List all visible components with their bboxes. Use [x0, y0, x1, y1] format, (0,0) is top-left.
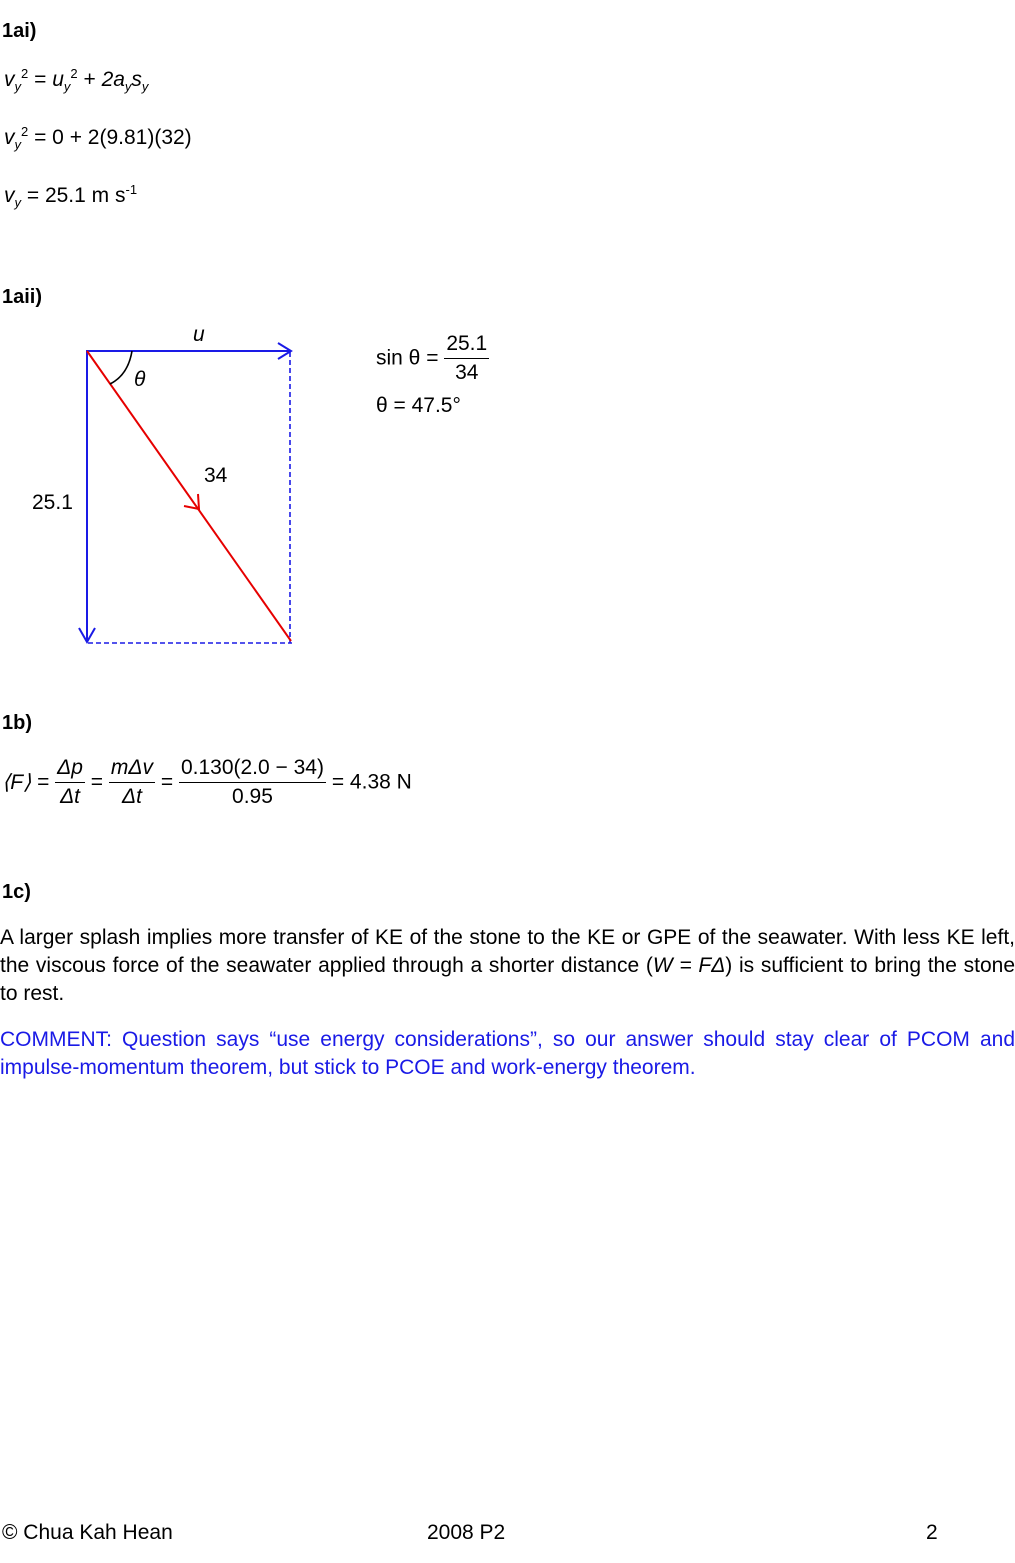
label-theta: θ	[134, 368, 146, 391]
answer-paragraph: A larger splash implies more transfer of KE of the stone to the KE or GPE of the seawater. With less KE left, the viscous force of the seawater applied through a shorter distance (W = FΔ) is sufficient to bring the stone to rest.	[0, 926, 1015, 1005]
angle-arc	[110, 351, 132, 384]
heading-1ai: 1ai)	[2, 20, 37, 42]
comment-paragraph: COMMENT: Question says “use energy considerations”, so our answer should stay clear of PCOM and impulse-momentum theorem, but stick to PCOE and work-energy theorem.	[0, 1028, 1015, 1079]
vector-diagram	[0, 310, 340, 660]
label-resultant: 34	[204, 464, 228, 487]
equation-theta-result: θ = 47.5°	[376, 394, 461, 417]
footer-paper: 2008 P2	[427, 1521, 506, 1544]
resultant-velocity-arrow	[87, 351, 291, 641]
equation-average-force: ⟨F⟩ = $\frac{\Delta p}{\Delta t}$ = $\frac{\text{mΔv}}{\Delta t}$ = $\frac{0.130(2.0 - 34)}{0.95}$ = 4.38 N	[2, 756, 412, 808]
heading-1aii: 1aii)	[2, 286, 43, 308]
label-vertical: 25.1	[32, 491, 73, 514]
footer-page-number: 2	[926, 1521, 938, 1544]
equation-vy-result: $v_y = 25.1$ m $s^{-1}$	[4, 182, 138, 211]
equation-kinematics-substituted: $v_y^2 = 0 + 2(9.81)(32)$	[4, 124, 192, 153]
equation-sin-theta: sin θ = $\frac{25.1}{34}$	[376, 332, 488, 384]
equation-kinematics-general: $v_y^2 = u_y^2 + 2a_ys_y$	[4, 66, 149, 95]
footer-author: © Chua Kah Hean	[2, 1521, 173, 1544]
heading-1c: 1c)	[2, 881, 31, 903]
heading-1b: 1b)	[2, 712, 32, 734]
label-u: u	[193, 323, 205, 346]
